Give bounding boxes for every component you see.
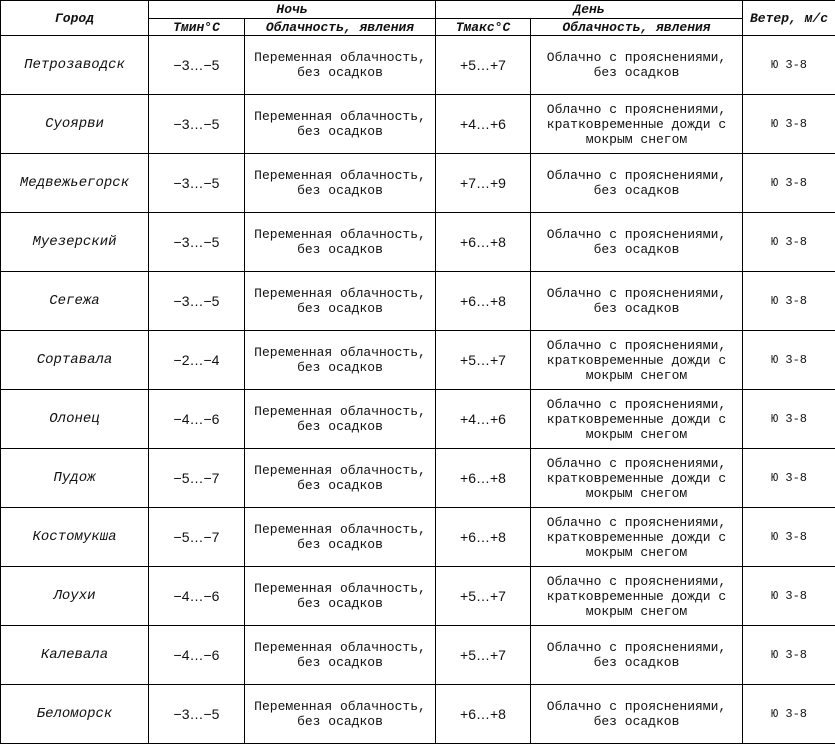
day-conditions-cell: Облачно с прояснениями, кратковременные дожди с мокрым снегом [531, 95, 743, 154]
city-cell: Калевала [1, 626, 149, 685]
day-conditions-cell: Облачно с прояснениями, без осадков [531, 213, 743, 272]
header-night: Ночь [149, 1, 436, 19]
table-row [1, 685, 835, 744]
day-temp-cell: +6…+8 [436, 213, 531, 272]
night-conditions-cell: Переменная облачность, без осадков [245, 685, 436, 744]
wind-cell: Ю 3-8 [743, 390, 835, 449]
city-cell: Муезерский [1, 213, 149, 272]
night-conditions-cell: Переменная облачность, без осадков [245, 390, 436, 449]
city-cell: Сортавала [1, 331, 149, 390]
table-row [1, 154, 835, 213]
day-temp-cell: +5…+7 [436, 567, 531, 626]
night-temp-cell: −4…−6 [149, 390, 245, 449]
night-conditions-cell: Переменная облачность, без осадков [245, 449, 436, 508]
night-temp-cell: −3…−5 [149, 272, 245, 331]
wind-cell: Ю 3-8 [743, 36, 835, 95]
day-temp-cell: +4…+6 [436, 95, 531, 154]
night-conditions-cell: Переменная облачность, без осадков [245, 331, 436, 390]
wind-cell: Ю 3-8 [743, 449, 835, 508]
night-temp-cell: −4…−6 [149, 567, 245, 626]
night-conditions-cell: Переменная облачность, без осадков [245, 626, 436, 685]
day-conditions-cell: Облачно с прояснениями, без осадков [531, 685, 743, 744]
day-temp-cell: +6…+8 [436, 685, 531, 744]
wind-cell: Ю 3-8 [743, 272, 835, 331]
night-conditions-cell: Переменная облачность, без осадков [245, 213, 436, 272]
table-row [1, 331, 835, 390]
day-temp-cell: +4…+6 [436, 390, 531, 449]
city-cell: Медвежьегорск [1, 154, 149, 213]
table-row [1, 626, 835, 685]
night-temp-cell: −3…−5 [149, 36, 245, 95]
night-temp-cell: −3…−5 [149, 213, 245, 272]
table-row [1, 272, 835, 331]
night-temp-cell: −2…−4 [149, 331, 245, 390]
wind-cell: Ю 3-8 [743, 331, 835, 390]
day-conditions-cell: Облачно с прояснениями, кратковременные дожди с мокрым снегом [531, 449, 743, 508]
night-temp-cell: −3…−5 [149, 685, 245, 744]
night-conditions-cell: Переменная облачность, без осадков [245, 95, 436, 154]
city-cell: Олонец [1, 390, 149, 449]
night-conditions-cell: Переменная облачность, без осадков [245, 154, 436, 213]
header-day: День [436, 1, 743, 19]
city-cell: Петрозаводск [1, 36, 149, 95]
header-day-clouds: Облачность, явления [531, 19, 743, 36]
night-conditions-cell: Переменная облачность, без осадков [245, 272, 436, 331]
day-conditions-cell: Облачно с прояснениями, кратковременные дожди с мокрым снегом [531, 508, 743, 567]
wind-cell: Ю 3-8 [743, 508, 835, 567]
night-temp-cell: −4…−6 [149, 626, 245, 685]
city-cell: Сегежа [1, 272, 149, 331]
header-tmax: Тмакс°С [436, 19, 531, 36]
wind-cell: Ю 3-8 [743, 685, 835, 744]
day-temp-cell: +6…+8 [436, 449, 531, 508]
table-row [1, 567, 835, 626]
header-city: Город [1, 1, 149, 36]
wind-cell: Ю 3-8 [743, 154, 835, 213]
day-conditions-cell: Облачно с прояснениями, без осадков [531, 272, 743, 331]
day-conditions-cell: Облачно с прояснениями, кратковременные дожди с мокрым снегом [531, 390, 743, 449]
night-temp-cell: −5…−7 [149, 449, 245, 508]
day-conditions-cell: Облачно с прояснениями, без осадков [531, 626, 743, 685]
table-row [1, 449, 835, 508]
header-tmin: Тмин°С [149, 19, 245, 36]
day-temp-cell: +5…+7 [436, 36, 531, 95]
day-temp-cell: +6…+8 [436, 272, 531, 331]
header-wind: Ветер, м/с [743, 1, 835, 36]
city-cell: Лоухи [1, 567, 149, 626]
city-cell: Суоярви [1, 95, 149, 154]
day-conditions-cell: Облачно с прояснениями, без осадков [531, 36, 743, 95]
day-conditions-cell: Облачно с прояснениями, кратковременные дожди с мокрым снегом [531, 567, 743, 626]
city-cell: Пудож [1, 449, 149, 508]
wind-cell: Ю 3-8 [743, 567, 835, 626]
table-row [1, 390, 835, 449]
wind-cell: Ю 3-8 [743, 95, 835, 154]
night-conditions-cell: Переменная облачность, без осадков [245, 36, 436, 95]
day-temp-cell: +5…+7 [436, 626, 531, 685]
night-temp-cell: −5…−7 [149, 508, 245, 567]
night-conditions-cell: Переменная облачность, без осадков [245, 508, 436, 567]
table-row [1, 36, 835, 95]
night-conditions-cell: Переменная облачность, без осадков [245, 567, 436, 626]
day-conditions-cell: Облачно с прояснениями, кратковременные дожди с мокрым снегом [531, 331, 743, 390]
night-temp-cell: −3…−5 [149, 95, 245, 154]
city-cell: Костомукша [1, 508, 149, 567]
day-temp-cell: +7…+9 [436, 154, 531, 213]
table-row [1, 508, 835, 567]
table-body [1, 36, 835, 744]
city-cell: Беломорск [1, 685, 149, 744]
day-temp-cell: +5…+7 [436, 331, 531, 390]
wind-cell: Ю 3-8 [743, 626, 835, 685]
day-conditions-cell: Облачно с прояснениями, без осадков [531, 154, 743, 213]
header-night-clouds: Облачность, явления [245, 19, 436, 36]
day-temp-cell: +6…+8 [436, 508, 531, 567]
table-row [1, 213, 835, 272]
night-temp-cell: −3…−5 [149, 154, 245, 213]
table-row [1, 95, 835, 154]
wind-cell: Ю 3-8 [743, 213, 835, 272]
